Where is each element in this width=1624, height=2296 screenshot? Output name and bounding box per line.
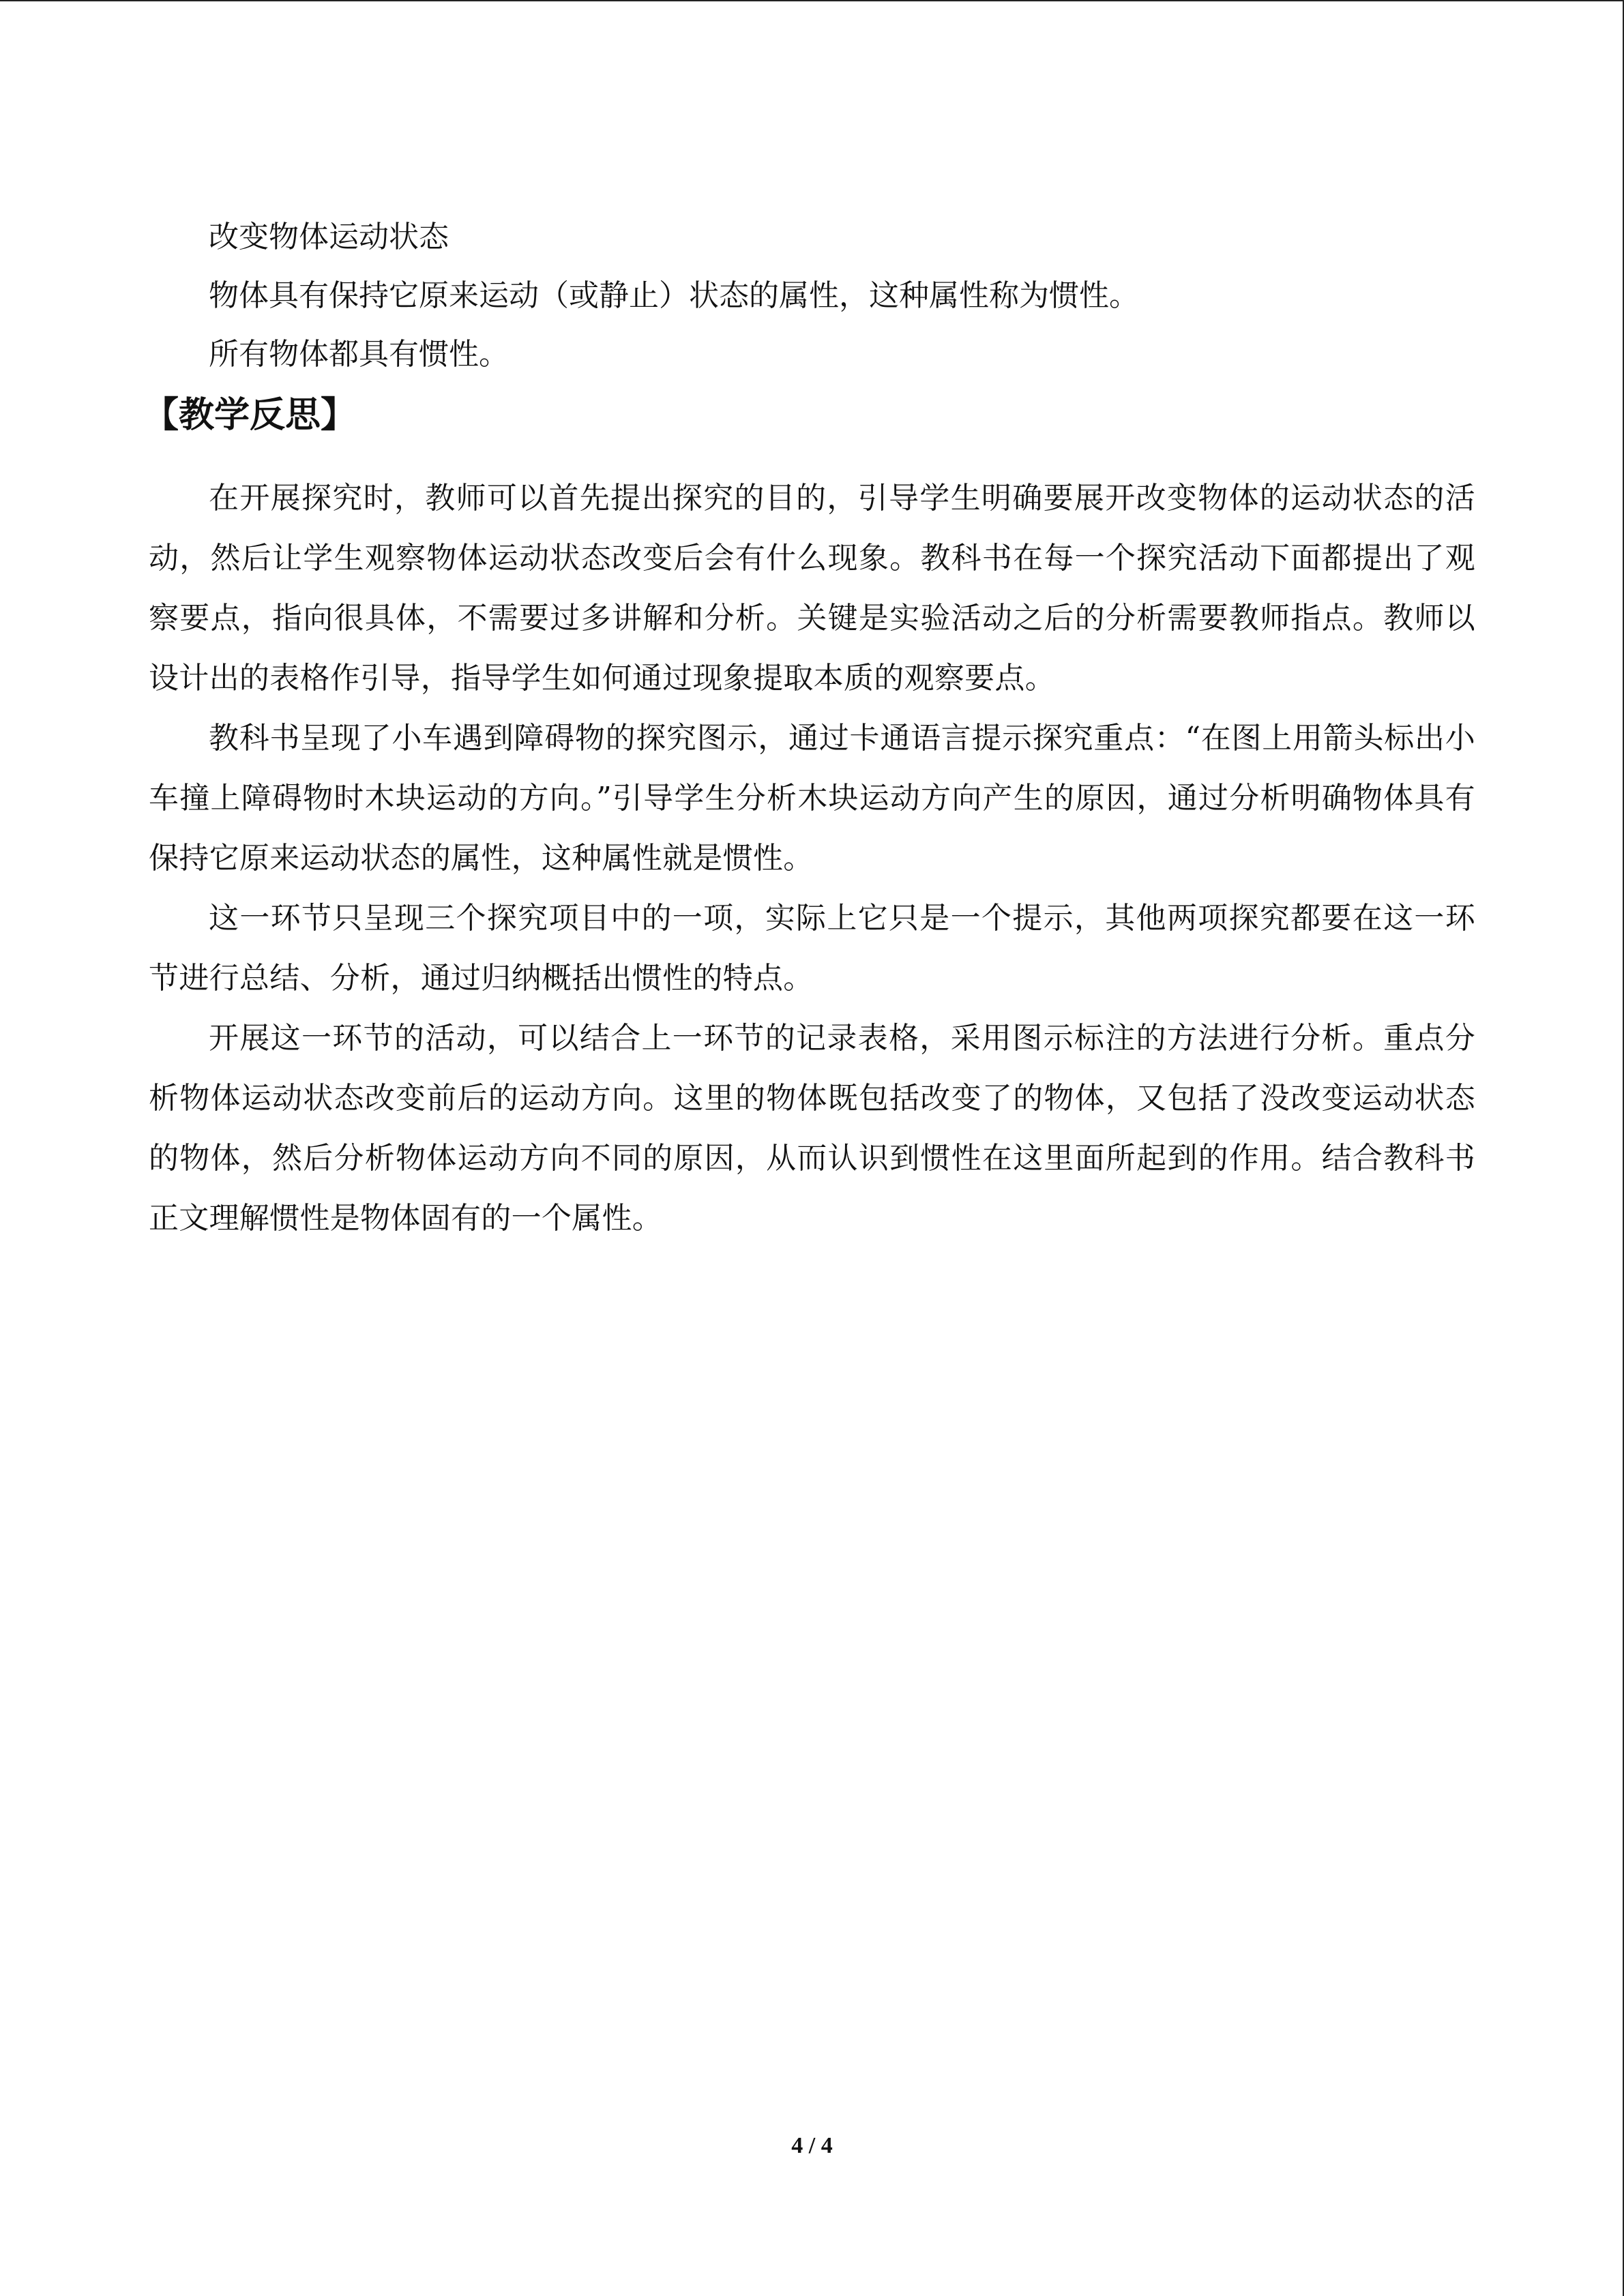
section-heading: 【教学反思】	[143, 395, 357, 436]
intro-line: 物体具有保持它原来运动（或静止）状态的属性，这种属性称为惯性。	[209, 278, 1139, 313]
page-number: 4 / 4	[791, 2133, 833, 2158]
paragraph: 在开展探究时，教师可以首先提出探究的目的，引导学生明确要展开改变物体的运动状态的活动，然后让学生观察物体运动状态改变后会有什么现象。教科书在每一个探究活动下面都提出了观察要点，指向很具体，不需要过多讲解和分析。关键是实验活动之后的分析需要教师指点。教师以设计出的表格作引导，指导学生如何通过现象提取本质的观察要点。	[149, 481, 1475, 696]
paragraph: 教科书呈现了小车遇到障碍物的探究图示，通过卡通语言提示探究重点：“在图上用箭头标出小车撞上障碍物时木块运动的方向。”引导学生分析木块运动方向产生的原因，通过分析明确物体具有保持它原来运动状态的属性，这种属性就是惯性。	[149, 721, 1475, 876]
document-body	[143, 208, 1475, 1249]
paragraph: 开展这一环节的活动，可以结合上一环节的记录表格，采用图示标注的方法进行分析。重点分析物体运动状态改变前后的运动方向。这里的物体既包括改变了的物体，又包括了没改变运动状态的物体，然后分析物体运动方向不同的原因，从而认识到惯性在这里面所起到的作用。结合教科书正文理解惯性是物体固有的一个属性。	[149, 1021, 1475, 1236]
paragraph: 这一环节只呈现三个探究项目中的一项，实际上它只是一个提示，其他两项探究都要在这一环节进行总结、分析，通过归纳概括出惯性的特点。	[149, 901, 1475, 996]
intro-line: 改变物体运动状态	[209, 220, 449, 254]
intro-line: 所有物体都具有惯性。	[209, 337, 509, 372]
